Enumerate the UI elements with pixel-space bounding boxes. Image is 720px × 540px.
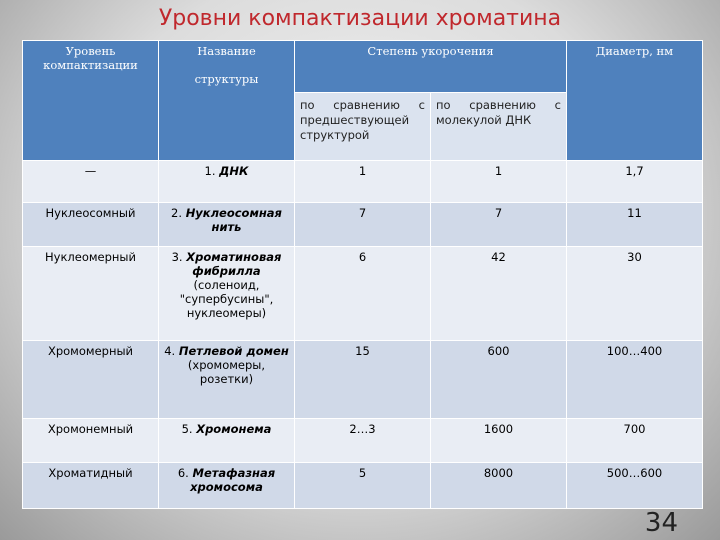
cell-name: ДНК xyxy=(219,164,249,178)
cell-name: Хроматиновая фибрилла xyxy=(186,250,282,278)
cell-prev: 2…3 xyxy=(295,419,431,463)
cell-diam: 100…400 xyxy=(567,341,703,419)
cell-level: Нуклеосомный xyxy=(23,203,159,247)
cell-prev: 5 xyxy=(295,463,431,509)
header-diameter: Диаметр, нм xyxy=(567,41,703,161)
cell-dna: 7 xyxy=(431,203,567,247)
cell-dna: 1 xyxy=(431,161,567,203)
table-row xyxy=(23,161,703,203)
cell-level: Хромонемный xyxy=(23,419,159,463)
chromatin-table xyxy=(22,40,703,509)
cell-extra: (соленоид, "супербусины", нуклеомеры) xyxy=(179,278,274,320)
cell-dna: 8000 xyxy=(431,463,567,509)
cell-extra: (хромомеры, розетки) xyxy=(187,358,266,386)
cell-structure xyxy=(159,463,295,509)
cell-structure xyxy=(159,203,295,247)
cell-level: Хромомерный xyxy=(23,341,159,419)
cell-num: 5. xyxy=(181,422,193,436)
cell-name: Метафазная хромосома xyxy=(190,466,276,494)
header-ratio-dna: по сравнению с молекулой ДНК xyxy=(431,93,567,161)
table-row xyxy=(23,463,703,509)
cell-level: Нуклеомерный xyxy=(23,247,159,341)
cell-num: 1. xyxy=(204,164,216,178)
cell-structure xyxy=(159,247,295,341)
cell-diam: 500…600 xyxy=(567,463,703,509)
cell-name: Хромонема xyxy=(196,422,272,436)
cell-prev: 7 xyxy=(295,203,431,247)
cell-structure xyxy=(159,419,295,463)
header-level: Уровень компактизации xyxy=(23,41,159,161)
cell-dna: 600 xyxy=(431,341,567,419)
cell-num: 6. xyxy=(177,466,189,480)
cell-diam: 11 xyxy=(567,203,703,247)
slide-title: Уровни компактизации хроматина xyxy=(158,6,562,31)
cell-diam: 700 xyxy=(567,419,703,463)
cell-num: 3. xyxy=(171,250,183,264)
page-number: 34 xyxy=(644,508,678,538)
cell-level: — xyxy=(23,161,159,203)
table-row xyxy=(23,341,703,419)
cell-level: Хроматидный xyxy=(23,463,159,509)
cell-name: Нуклеосомная нить xyxy=(185,206,282,234)
table-row xyxy=(23,203,703,247)
cell-structure xyxy=(159,341,295,419)
cell-diam: 30 xyxy=(567,247,703,341)
table-row xyxy=(23,247,703,341)
header-name-line2: структуры xyxy=(194,72,259,86)
cell-num: 4. xyxy=(164,344,176,358)
cell-prev: 1 xyxy=(295,161,431,203)
cell-prev: 6 xyxy=(295,247,431,341)
header-name-line1: Название xyxy=(197,44,256,58)
cell-structure xyxy=(159,161,295,203)
cell-dna: 1600 xyxy=(431,419,567,463)
header-ratio-prev: по сравнению с предшествующей структурой xyxy=(295,93,431,161)
cell-num: 2. xyxy=(171,206,183,220)
header-ratio: Степень укорочения xyxy=(295,41,567,93)
table-row xyxy=(23,419,703,463)
cell-name: Петлевой домен xyxy=(178,344,289,358)
cell-prev: 15 xyxy=(295,341,431,419)
cell-diam: 1,7 xyxy=(567,161,703,203)
cell-dna: 42 xyxy=(431,247,567,341)
header-name xyxy=(159,41,295,161)
